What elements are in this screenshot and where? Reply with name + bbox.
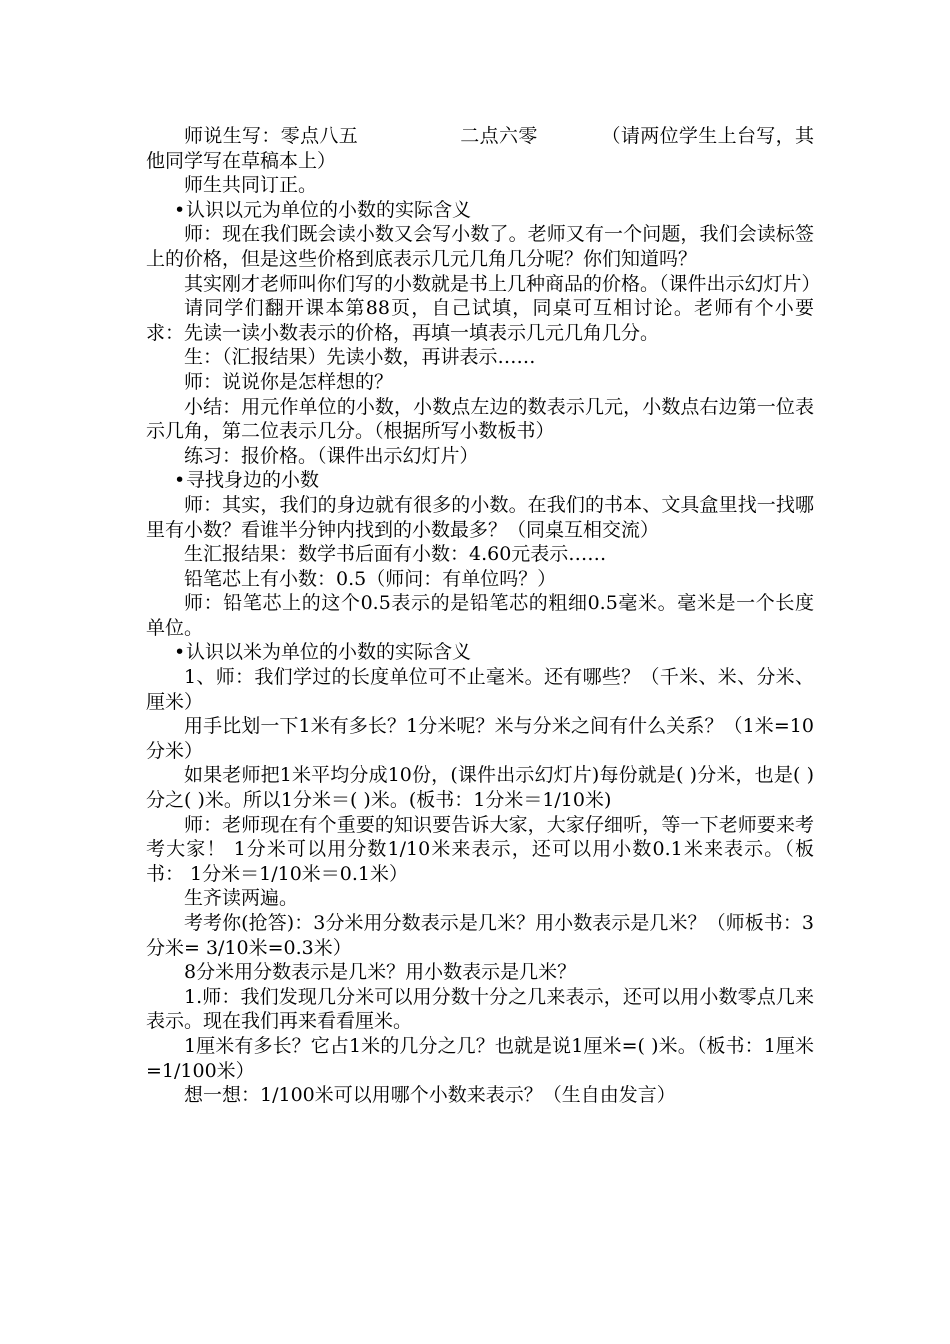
paragraph: 铅笔芯上有小数：0.5（师问：有单位吗？） (184, 567, 557, 590)
paragraph: 1.师：我们发现几分米可以用分数十分之几来表示，还可以用小数零点几来表示。现在我们再来看看厘米。 (146, 985, 814, 1033)
bullet-icon: • (174, 198, 186, 221)
paragraph: 用手比划一下1米有多长？1分米呢？米与分米之间有什么关系？（1米=10分米） (146, 715, 814, 762)
paragraph: 考考你(抢答)：3分米用分数表示是几米？用小数表示是几米？（师板书：3分米= 3/10米=0.3米） (146, 912, 814, 959)
document-page (146, 124, 821, 1108)
paragraph: 如果老师把1米平均分成10份，(课件出示幻灯片)每份就是( )分米，也是( )分之( )米。所以1分米＝( )米。(板书：1分米＝1/10米) (146, 764, 814, 812)
paragraph-summary: 小结：用元作单位的小数，小数点左边的数表示几元，小数点右边第一位表示几角，第二位表示几分。（根据所写小数板书） (146, 395, 814, 443)
paragraph-dictation: 师说生写：零点八五 二点六零 （请两位学生上台写，其他同学写在草稿本上） (146, 125, 814, 172)
paragraph: 师生共同订正。 (184, 174, 318, 197)
paragraph: 1厘米有多长？它占1米的几分之几？也就是说1厘米=( )米。（板书：1厘米=1/100米） (146, 1034, 814, 1082)
bullet-icon: • (174, 641, 186, 664)
paragraph: 师：说说你是怎样想的？ (184, 370, 394, 393)
bullet-icon: • (174, 469, 186, 492)
paragraph: 师：现在我们既会读小数又会写小数了。老师又有一个问题，我们会读标签上的价格，但是这些价格到底表示几元几角几分呢？你们知道吗？ (146, 223, 814, 270)
paragraph-practice: 练习：报价格。（课件出示幻灯片） (184, 444, 479, 467)
paragraph: 师：铅笔芯上的这个0.5表示的是铅笔芯的粗细0.5毫米。毫米是一个长度单位。 (146, 592, 814, 639)
paragraph: 师：其实，我们的身边就有很多的小数。在我们的书本、文具盒里找一找哪里有小数？看谁半分钟内找到的小数最多？（同桌互相交流） (146, 493, 814, 541)
paragraph: 生：（汇报结果）先读小数，再讲表示…… (184, 346, 536, 369)
paragraph: 其实刚才老师叫你们写的小数就是书上几种商品的价格。（课件出示幻灯片） (184, 272, 821, 295)
paragraph: 1、师：我们学过的长度单位可不止毫米。还有哪些？（千米、米、分米、厘米） (146, 666, 814, 713)
paragraph: 请同学们翻开课本第88页，自己试填，同桌可互相讨论。老师有个小要求：先读一读小数表示的价格，再填一填表示几元几角几分。 (146, 297, 814, 344)
section-heading-find: •寻找身边的小数 (174, 469, 320, 492)
paragraph: 想一想：1/100米可以用哪个小数来表示？（生自由发言） (184, 1084, 676, 1107)
paragraph: 师：老师现在有个重要的知识要告诉大家，大家仔细听，等一下老师要来考考大家！ 1分米可以用分数1/10米来表示，还可以用小数0.1米来表示。（板书： 1分米＝1/10米＝0.1米） (146, 813, 814, 885)
section-heading-meter: •认识以米为单位的小数的实际含义 (174, 641, 472, 664)
paragraph: 8分米用分数表示是几米？用小数表示是几米？ (184, 961, 577, 984)
paragraph: 生汇报结果：数学书后面有小数：4.60元表示…… (184, 543, 607, 566)
section-heading-yuan: •认识以元为单位的小数的实际含义 (174, 198, 472, 221)
paragraph: 生齐读两遍。 (184, 887, 299, 910)
